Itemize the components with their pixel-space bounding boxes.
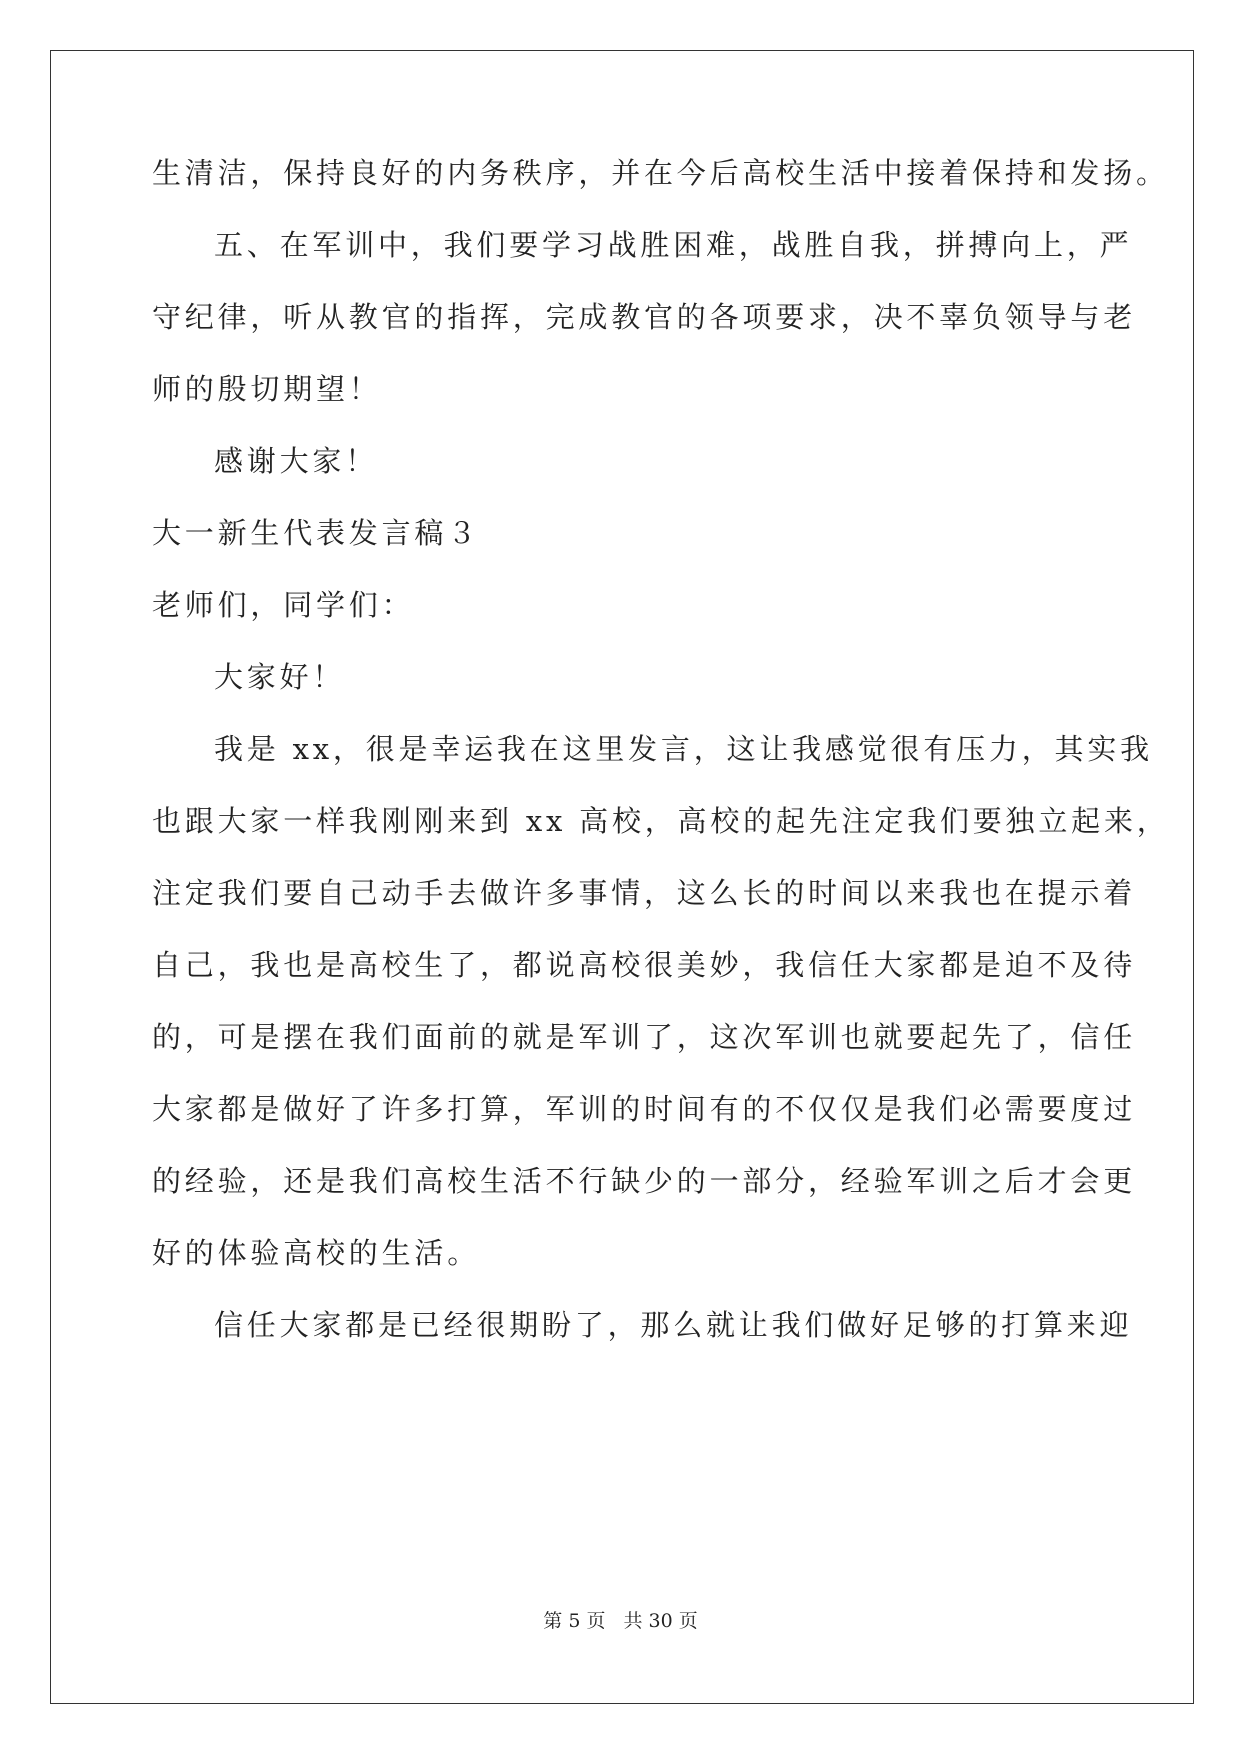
text-line-10: 也跟大家一样我刚刚来到 xx 高校，高校的起先注定我们要独立起来， [152, 804, 1170, 838]
text-line-9: 我是 xx，很是幸运我在这里发言，这让我感觉很有压力，其实我 [214, 732, 1153, 766]
text-line-7: 老师们，同学们： [152, 588, 415, 622]
text-line-15: 的经验，还是我们高校生活不行缺少的一部分，经验军训之后才会更 [152, 1164, 1137, 1198]
text-line-1: 生清洁，保持良好的内务秩序，并在今后高校生活中接着保持和发扬。 [152, 156, 1169, 190]
text-line-14: 大家都是做好了许多打算，军训的时间有的不仅仅是我们必需要度过 [152, 1092, 1137, 1126]
text-line-4: 师的殷切期望！ [152, 372, 382, 406]
text-line-12: 自己，我也是高校生了，都说高校很美妙，我信任大家都是迫不及待 [152, 948, 1137, 982]
page-footer [0, 1609, 1241, 1633]
text-line-16: 好的体验高校的生活。 [152, 1236, 481, 1270]
text-line-5: 感谢大家！ [214, 444, 379, 478]
text-line-17: 信任大家都是已经很期盼了，那么就让我们做好足够的打算来迎 [214, 1308, 1133, 1342]
text-line-13: 的，可是摆在我们面前的就是军训了，这次军训也就要起先了，信任 [152, 1020, 1137, 1054]
page-total: 共 30 页 [623, 1610, 698, 1632]
text-line-2: 五、在军训中，我们要学习战胜困难，战胜自我，拼搏向上，严 [214, 228, 1133, 262]
text-line-11: 注定我们要自己动手去做许多事情，这么长的时间以来我也在提示着 [152, 876, 1137, 910]
page-number: 第 5 页 [543, 1610, 606, 1632]
section-heading: 大一新生代表发言稿３ [152, 516, 481, 550]
text-line-8: 大家好！ [214, 660, 346, 694]
text-line-3: 守纪律，听从教官的指挥，完成教官的各项要求，决不辜负领导与老 [152, 300, 1137, 334]
